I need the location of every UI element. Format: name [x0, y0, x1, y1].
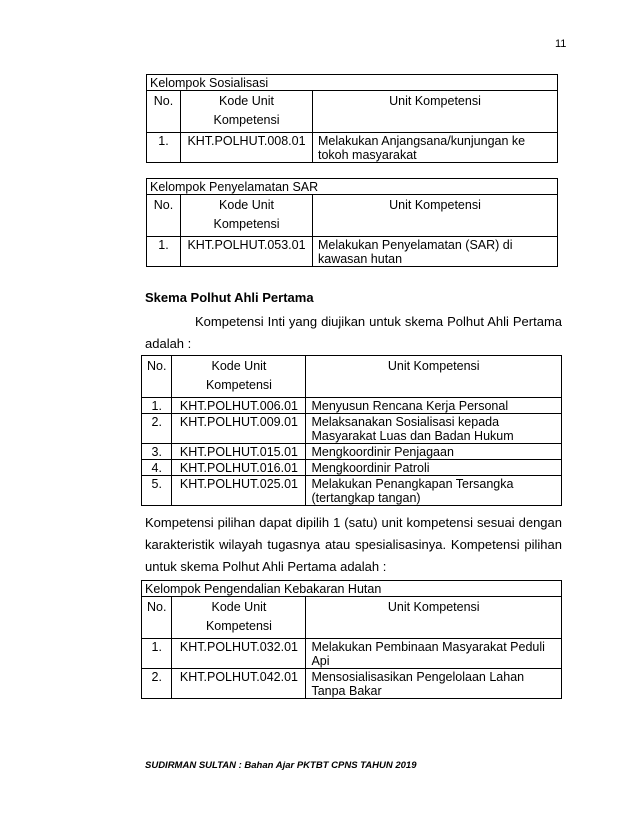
row-unit: Menyusun Rencana Kerja Personal — [306, 398, 562, 414]
section-heading: Skema Polhut Ahli Pertama — [145, 290, 314, 305]
table-row — [142, 639, 562, 669]
row-no: 1. — [147, 237, 181, 267]
column-header-unit: Unit Kompetensi — [306, 597, 562, 639]
row-kode: KHT.POLHUT.032.01 — [172, 639, 306, 669]
column-header-unit: Unit Kompetensi — [313, 195, 558, 237]
row-kode: KHT.POLHUT.006.01 — [172, 398, 306, 414]
table-row — [147, 237, 558, 267]
row-kode: KHT.POLHUT.015.01 — [172, 444, 306, 460]
row-kode: KHT.POLHUT.008.01 — [181, 133, 313, 163]
column-header-kode: Kode Unit Kompetensi — [172, 356, 306, 398]
table-kelompok-kebakaran-hutan — [141, 580, 562, 699]
row-unit: Melakukan Anjangsana/kunjungan ke tokoh masyarakat — [313, 133, 558, 163]
table-row — [142, 460, 562, 476]
column-header-kode: Kode Unit Kompetensi — [181, 91, 313, 133]
row-no: 1. — [147, 133, 181, 163]
column-header-unit: Unit Kompetensi — [313, 91, 558, 133]
table-group-title: Kelompok Sosialisasi — [147, 75, 558, 91]
row-no: 5. — [142, 476, 172, 506]
row-unit: Mengkoordinir Penjagaan — [306, 444, 562, 460]
row-unit: Mengkoordinir Patroli — [306, 460, 562, 476]
column-header-unit: Unit Kompetensi — [306, 356, 562, 398]
table-row — [147, 133, 558, 163]
table-row — [142, 414, 562, 444]
table-row — [142, 476, 562, 506]
row-kode: KHT.POLHUT.025.01 — [172, 476, 306, 506]
row-no: 2. — [142, 669, 172, 699]
table-group-title: Kelompok Penyelamatan SAR — [147, 179, 558, 195]
row-unit: Mensosialisasikan Pengelolaan Lahan Tanpa Bakar — [306, 669, 562, 699]
row-unit: Melakukan Penyelamatan (SAR) di kawasan hutan — [313, 237, 558, 267]
row-kode: KHT.POLHUT.053.01 — [181, 237, 313, 267]
row-unit: Melakukan Penangkapan Tersangka (tertangkap tangan) — [306, 476, 562, 506]
column-header-kode: Kode Unit Kompetensi — [172, 597, 306, 639]
row-no: 3. — [142, 444, 172, 460]
column-header-kode: Kode Unit Kompetensi — [181, 195, 313, 237]
row-kode: KHT.POLHUT.009.01 — [172, 414, 306, 444]
table-kelompok-sar — [146, 178, 558, 267]
paragraph-kompetensi-inti: Kompetensi Inti yang diujikan untuk skema Polhut Ahli Pertama adalah : — [145, 314, 562, 351]
page-number: 11 — [555, 38, 567, 50]
row-unit: Melaksanakan Sosialisasi kepada Masyarakat Luas dan Badan Hukum — [306, 414, 562, 444]
row-no: 1. — [142, 398, 172, 414]
table-kelompok-sosialisasi — [146, 74, 558, 163]
column-header-no: No. — [147, 195, 181, 237]
table-row — [142, 398, 562, 414]
row-no: 2. — [142, 414, 172, 444]
row-kode: KHT.POLHUT.016.01 — [172, 460, 306, 476]
table-row — [142, 669, 562, 699]
column-header-no: No. — [147, 91, 181, 133]
row-no: 4. — [142, 460, 172, 476]
table-row — [142, 444, 562, 460]
page-footer: SUDIRMAN SULTAN : Bahan Ajar PKTBT CPNS TAHUN 2019 — [145, 760, 417, 771]
row-no: 1. — [142, 639, 172, 669]
table-kompetensi-inti — [141, 355, 562, 506]
paragraph-kompetensi-pilihan: Kompetensi pilihan dapat dipilih 1 (satu) unit kompetensi sesuai dengan karakteristik wilayah tugasnya atau spesialisasinya. Kompetensi pilihan untuk skema Polhut Ahli Pertama adalah : — [145, 515, 562, 574]
column-header-no: No. — [142, 356, 172, 398]
column-header-no: No. — [142, 597, 172, 639]
row-unit: Melakukan Pembinaan Masyarakat Peduli Api — [306, 639, 562, 669]
table-group-title: Kelompok Pengendalian Kebakaran Hutan — [142, 581, 562, 597]
row-kode: KHT.POLHUT.042.01 — [172, 669, 306, 699]
